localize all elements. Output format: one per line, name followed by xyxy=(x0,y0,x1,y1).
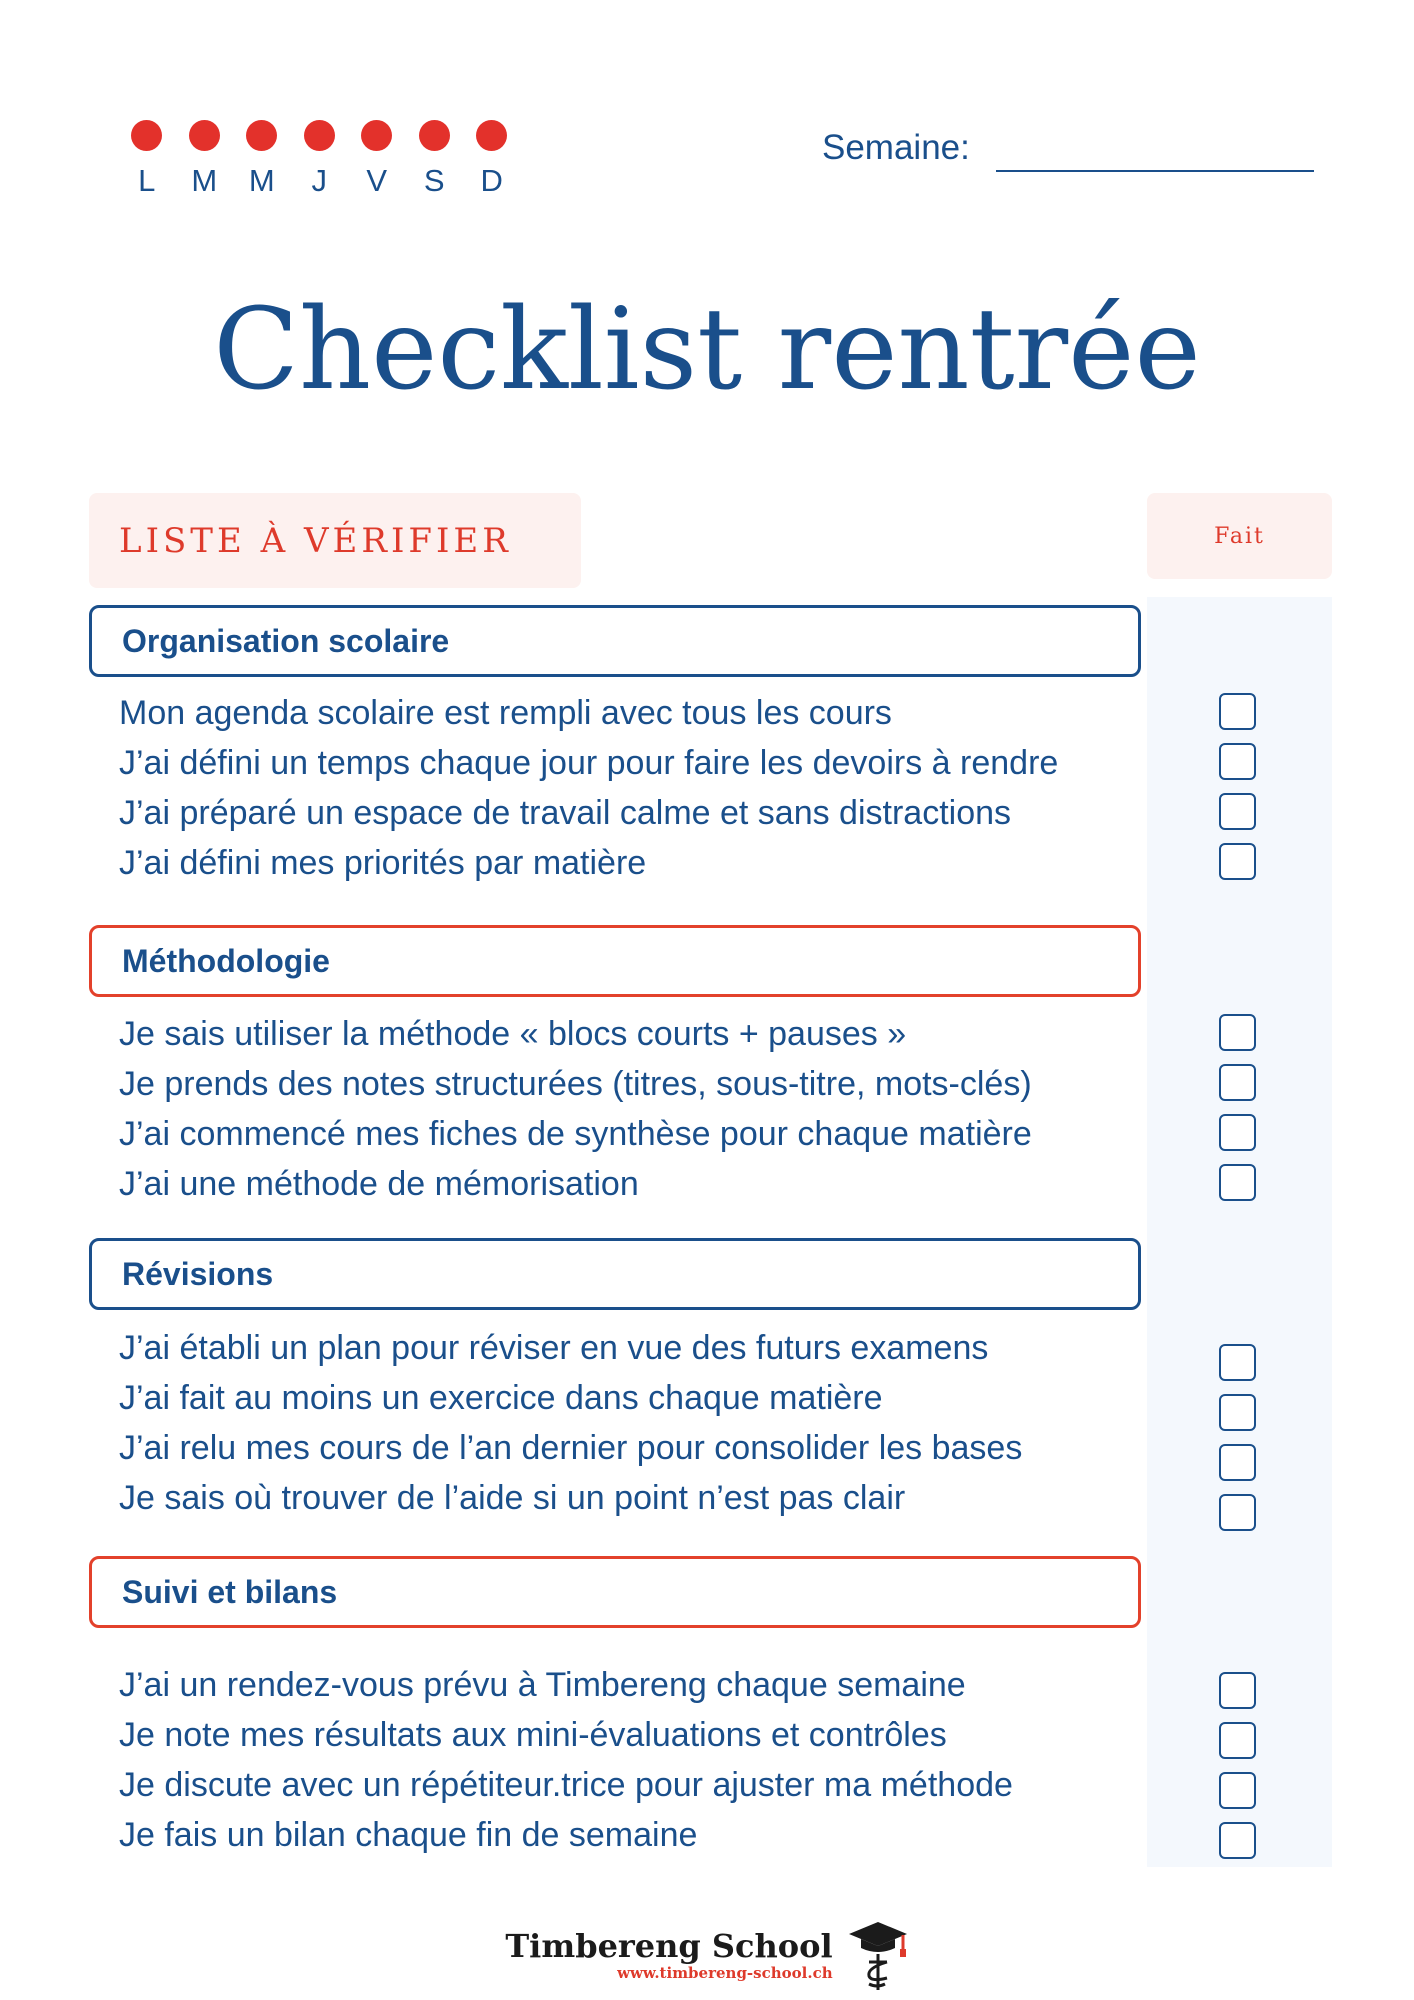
checkbox[interactable] xyxy=(1219,793,1256,830)
section-header-methodologie: Méthodologie xyxy=(89,925,1141,997)
checkbox[interactable] xyxy=(1219,1164,1256,1201)
day-dot xyxy=(189,120,220,151)
checklist-item: J’ai commencé mes fiches de synthèse pour chaque matière xyxy=(119,1115,1032,1153)
checklist-item: J’ai défini un temps chaque jour pour faire les devoirs à rendre xyxy=(119,744,1059,782)
day-letter: S xyxy=(423,163,445,198)
day-dot xyxy=(246,120,277,151)
day-dot xyxy=(476,120,507,151)
day-letter: J xyxy=(311,163,327,198)
weekday-tracker xyxy=(118,120,521,197)
list-header xyxy=(89,493,581,588)
brand-text xyxy=(505,1928,832,1982)
section-header-revisions: Révisions xyxy=(89,1238,1141,1310)
checklist-item: Je fais un bilan chaque fin de semaine xyxy=(119,1816,698,1854)
brand-url[interactable]: www.timbereng-school.ch xyxy=(617,1964,833,1982)
day-dot xyxy=(304,120,335,151)
section-header-suivi: Suivi et bilans xyxy=(89,1556,1141,1628)
checklist-item: J’ai relu mes cours de l’an dernier pour consolider les bases xyxy=(119,1429,1023,1467)
day-sunday[interactable] xyxy=(463,120,521,197)
checkbox[interactable] xyxy=(1219,843,1256,880)
day-saturday[interactable] xyxy=(406,120,464,197)
day-letter: V xyxy=(366,163,388,198)
checklist-item: J’ai fait au moins un exercice dans chaque matière xyxy=(119,1379,883,1417)
checklist-item: Je sais où trouver de l’aide si un point n’est pas clair xyxy=(119,1479,906,1517)
section-header-organisation: Organisation scolaire xyxy=(89,605,1141,677)
week-label: Semaine: xyxy=(822,128,970,167)
checklist-item: Mon agenda scolaire est rempli avec tous les cours xyxy=(119,694,892,732)
checkbox[interactable] xyxy=(1219,1344,1256,1381)
checkbox[interactable] xyxy=(1219,693,1256,730)
brand-block xyxy=(505,1918,908,1992)
checklist-item: J’ai préparé un espace de travail calme et sans distractions xyxy=(119,794,1012,832)
day-dot xyxy=(361,120,392,151)
checkbox[interactable] xyxy=(1219,1014,1256,1051)
graduation-cap-icon xyxy=(847,1918,909,1992)
day-letter: D xyxy=(480,163,503,198)
checkbox[interactable] xyxy=(1219,1772,1256,1809)
page-title: Checklist rentrée xyxy=(213,285,1201,415)
checkbox[interactable] xyxy=(1219,1114,1256,1151)
day-letter: M xyxy=(248,163,275,198)
day-monday[interactable] xyxy=(118,120,176,197)
day-letter: L xyxy=(138,163,156,198)
day-tuesday[interactable] xyxy=(176,120,234,197)
checklist-item: Je discute avec un répétiteur.trice pour ajuster ma méthode xyxy=(119,1766,1013,1804)
day-dot xyxy=(131,120,162,151)
day-thursday[interactable] xyxy=(291,120,349,197)
brand-name: Timbereng School xyxy=(505,1927,833,1965)
checkbox[interactable] xyxy=(1219,1722,1256,1759)
day-friday[interactable] xyxy=(348,120,406,197)
checkbox[interactable] xyxy=(1219,743,1256,780)
day-dot xyxy=(419,120,450,151)
week-input-line[interactable] xyxy=(996,170,1314,172)
footer xyxy=(0,1918,1414,1992)
checklist-item: Je note mes résultats aux mini-évaluations et contrôles xyxy=(119,1716,947,1754)
checklist-item: J’ai un rendez-vous prévu à Timbereng chaque semaine xyxy=(119,1666,966,1704)
checkbox[interactable] xyxy=(1219,1822,1256,1859)
checkbox[interactable] xyxy=(1219,1494,1256,1531)
day-letter: M xyxy=(191,163,218,198)
list-header-label: LISTE À VÉRIFIER xyxy=(119,520,512,561)
fait-header xyxy=(1147,493,1332,579)
checkbox[interactable] xyxy=(1219,1672,1256,1709)
checklist-item: J’ai défini mes priorités par matière xyxy=(119,844,647,882)
day-wednesday[interactable] xyxy=(233,120,291,197)
checkbox[interactable] xyxy=(1219,1444,1256,1481)
fait-header-label: Fait xyxy=(1214,523,1265,549)
week-field xyxy=(822,128,1314,168)
checklist-item: J’ai établi un plan pour réviser en vue des futurs examens xyxy=(119,1329,989,1367)
checklist-item: Je prends des notes structurées (titres, sous-titre, mots-clés) xyxy=(119,1065,1032,1103)
checkbox[interactable] xyxy=(1219,1394,1256,1431)
checklist-item: Je sais utiliser la méthode « blocs courts + pauses » xyxy=(119,1015,907,1053)
checklist-item: J’ai une méthode de mémorisation xyxy=(119,1165,639,1203)
checkbox[interactable] xyxy=(1219,1064,1256,1101)
